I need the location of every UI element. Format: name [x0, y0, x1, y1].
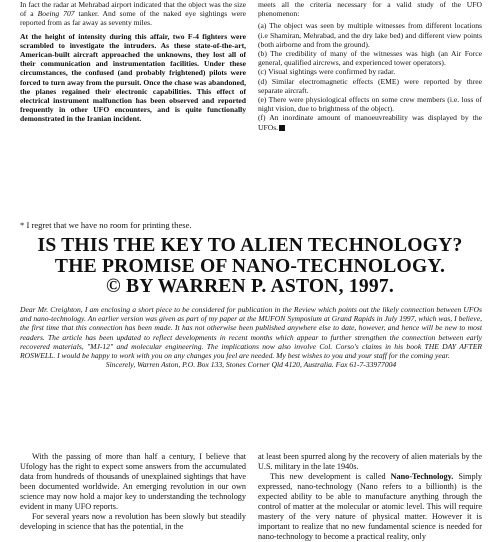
article-paragraph	[258, 472, 482, 542]
article-paragraph: For several years now a revolution has been slowly but steadily developing in science that has the potential, in the	[20, 512, 246, 531]
footnote: * I regret that we have no room for printing these.	[20, 220, 192, 230]
criteria-item: (e) There were physiological effects on some crew members (i.e. loss of night vision, due to brightness of the object).	[258, 95, 482, 114]
letter-signature: Sincerely, Warren Aston, P.O. Box 133, Stones Corner Qld 4120, Australia. Fax 61-7-33977004	[105, 360, 397, 370]
criteria-item: (c) Visual sightings were confirmed by radar.	[258, 67, 396, 77]
criteria-item: (d) Similar electromagnetic effects (EME) were reported by three separate aircraft.	[258, 76, 482, 95]
headline-line-3: © BY WARREN P. ASTON, 1997.	[106, 276, 394, 297]
criteria-item-text: (f) An inordinate amount of manoeuvreability was displayed by the UFOs.	[258, 113, 482, 132]
top-left-column	[20, 0, 246, 124]
criteria-item: (a) The object was seen by multiple witnesses from different locations (i.e Shamiran, Mehrabad, and the dry lake bed) and different view points (both airborne and from the ground).	[258, 21, 482, 49]
article-paragraph-bold: At the height of intensity during this affair, two F-4 fighters were scrambled to investigate the intruders. As these state-of-the-art, American-built aircraft approached the unknowns, they lost all of their communication and instrumentation facilities. Under these circumstances, the confused (and probably frightened) pilots were forced to turn away from the pursuit. Once the chase was abandoned, the planes regained their electronic capabilities. This effect of electrical instrument malfunction has been observed and reported frequently in other UFO encounters, and is quite functionally demonstrated in the Iranian incident.	[20, 31, 246, 124]
top-right-column	[258, 0, 482, 132]
letter-body: Dear Mr. Creighton, I am enclosing a short piece to be considered for publication in the Review which points out the likely connection between UFOs and nano-technology. An earlier version was given as part of my paper at the MUFON Symposium at Grand Rapids in July 1997, which was, I believe, the first time that this connection has been made. It has not otherwise been published anywhere else to date, however, and hence will be new to most readers. The article has been updated to reflect developments in recent months which appear to further strengthen the connection between early recovered materials, "MJ-12" and molecular engineering. The implications now also involve Col. Corso's claims in his book THE DAY AFTER ROSWELL. I would be happy to work with you on any changes you feel are needed. My best wishes to you and your staff for the coming year.	[20, 305, 482, 361]
article-paragraph: With the passing of more than half a century, I believe that Ufology has the right to expect some answers from the accumulated data from hundreds of thousands of unexplained sightings that have been documented worldwide. An emerging revolution in our own science may now hold a major key to understanding the technology evident in many UFO reports.	[20, 452, 246, 511]
paragraph-lead: This new development is called	[270, 472, 391, 481]
nano-technology-term: Nano-Technology.	[390, 472, 454, 481]
paragraph-rest: Simply expressed, nano-technology (Nano refers to a billionth) is the expected ability to be able to manufacture anything through the control of matter at the molecular or atomic level. This will require mastery of the very nature of physical matter. However it is important to realize that no new fundamental science is needed for nano-technology to become a practical reality, only	[258, 472, 482, 541]
article-headline	[0, 236, 500, 298]
headline-line-1: IS THIS THE KEY TO ALIEN TECHNOLOGY?	[37, 235, 463, 256]
article-paragraph: at least been spurred along by the recovery of alien materials by the U.S. military in the late 1940s.	[258, 452, 482, 471]
bottom-left-column	[20, 452, 246, 532]
headline-line-2: THE PROMISE OF NANO-TECHNOLOGY.	[54, 255, 446, 277]
cover-letter	[20, 305, 482, 369]
bottom-right-column	[258, 452, 482, 542]
article-paragraph: In fact the radar at Mehrabad airport indicated that the object was the size of a Boeing 707 tanker. And some of the naked eye sightings were reported from as far away as seventy miles.	[20, 0, 246, 28]
criteria-item-last	[258, 113, 482, 131]
end-mark-icon	[279, 125, 285, 131]
criteria-intro: meets all the criteria necessary for a valid study of the UFO phenomenon:	[258, 0, 482, 19]
criteria-item: (b) The credibility of many of the witnesses was high (an Air Force general, qualified aircrews, and experienced tower operators).	[258, 49, 482, 68]
